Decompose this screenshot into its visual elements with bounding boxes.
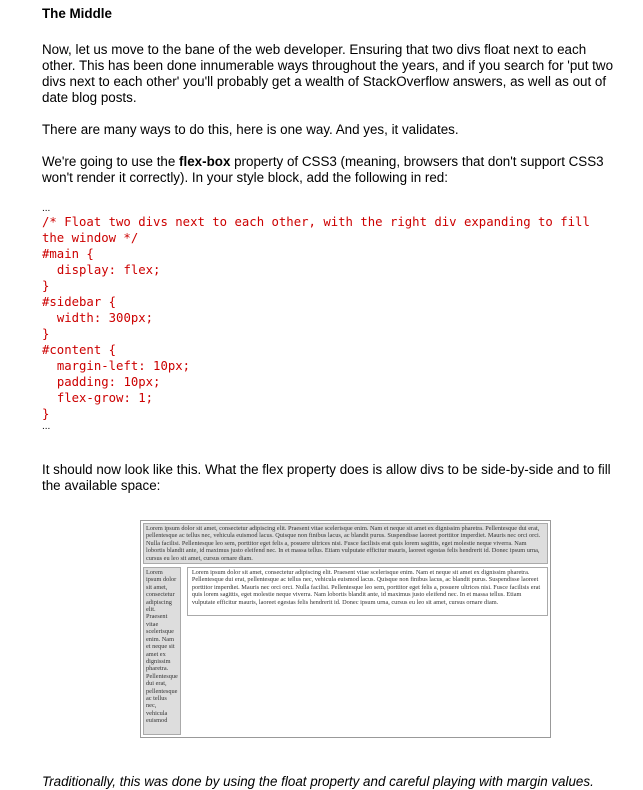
result-paragraph: It should now look like this. What the flex property does is allow divs to be side-by-side and to fill the available space: <box>42 462 611 493</box>
method-paragraph: There are many ways to do this, here is one way. And yes, it validates. <box>42 122 459 137</box>
flex-intro-paragraph <box>42 154 623 186</box>
section-heading: The Middle <box>42 6 112 21</box>
flex-intro-before: We're going to use the <box>42 154 180 169</box>
demo-main <box>143 567 548 735</box>
demo-content: Lorem ipsum dolor sit amet, consectetur adipiscing elit. Praesent vitae scelerisque enim. Nam et neque sit amet ex dignissim pharetra. Pellentesque dui erat, pellentesque ac tellus nec, vehicula euismod lacus. Quisque non finibus lacus, ac blandit purus. Suspendisse laoreet porttitor imperdiet. Mauris nec orci orci. Nulla facilisi. Pellentesque leo sem, porttitor eget felis a, posuere ultrices nisi. Fusce facilisis erat quis lorem sagittis, eget molestie neque viverra. Nam lobortis blandit ante, id maximus justo eleifend nec. In et massa tellus. Etiam vulputate efficitur mauris, laoreet egestas felis hendrerit id. Donec ipsum urna, cursus eu leo sit amet, cursus ornare diam. <box>187 567 548 616</box>
layout-demo-image <box>140 520 551 738</box>
css-code-block: /* Float two divs next to each other, with the right div expanding to fill the window */ #main { display: flex; } #sidebar { width: 300px; } #content { margin-left: 10px; padding: 10px; flex-grow: 1; } <box>42 215 590 421</box>
flex-box-term: flex-box <box>179 154 231 169</box>
intro-paragraph: Now, let us move to the bane of the web developer. Ensuring that two divs float next to each other. This has been done innumerable ways throughout the years, and if you search for 'put two divs next to each other' you'll probably get a wealth of StackOverflow answers, as well as out of date blog posts. <box>42 42 614 105</box>
demo-header: Lorem ipsum dolor sit amet, consectetur adipiscing elit. Praesent vitae scelerisque enim. Nam et neque sit amet ex dignissim pharetra. Pellentesque dui erat, pellentesque ac tellus nec, vehicula euismod lacus. Quisque non finibus lacus, ac blandit purus. Suspendisse laoreet porttitor imperdiet. Mauris nec orci orci. Nulla facilisi. Pellentesque leo sem, porttitor eget felis a, posuere ultrices nisi. Fusce facilisis erat quis lorem sagittis, eget molestie neque viverra. Nam lobortis blandit ante, id maximus justo eleifend nec. In et massa tellus. Etiam vulputate efficitur mauris, laoreet egestas felis hendrerit id. Donec ipsum urna, cursus eu leo sit amet, cursus ornare diam. <box>143 523 548 564</box>
code-ellipsis-bottom: ... <box>42 421 51 432</box>
code-ellipsis-top: ... <box>42 203 51 214</box>
closing-paragraph: Traditionally, this was done by using the float property and careful playing with margin values. <box>42 774 594 790</box>
demo-sidebar: Lorem ipsum dolor sit amet, consectetur adipiscing elit. Praesent vitae scelerisque enim. Nam et neque sit amet ex dignissim pharetra. Pellentesque dui erat, pellentesque ac tellus nec, vehicula euismod <box>143 567 181 735</box>
flex-intro-after: property of CSS3 (meaning, browsers that don't support CSS3 won't render it correctly). In your style block, add the following in red: <box>42 154 604 185</box>
